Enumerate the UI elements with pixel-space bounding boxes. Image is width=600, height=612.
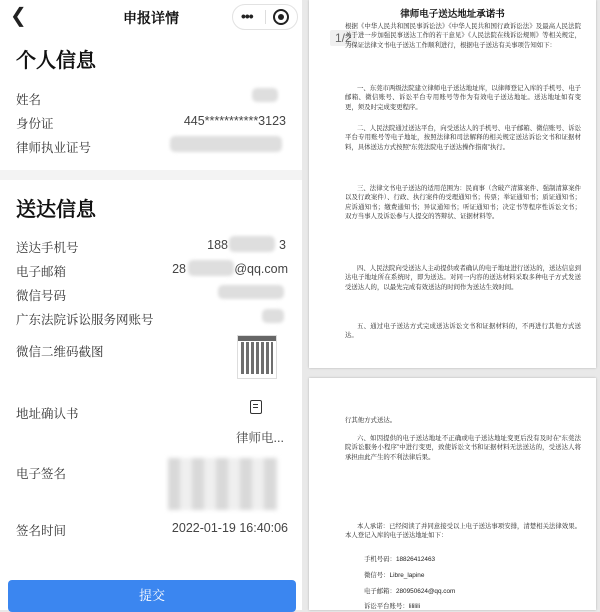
sign-time-value: 2022-01-19 16:40:06 [171, 521, 288, 535]
letter-paragraph-4: 四、人民法院向受送达人主动提供或者确认的电子地址进行送达的，送达信息到达电子地址所在系统时，即为送达。对同一内容的送达材料采取多种电子方式发送受送达人的，以最先完成有效送达的时间作为送达生效时间。 [345, 265, 581, 291]
name-label: 姓名 [16, 93, 42, 107]
id-card-label: 身份证 [16, 117, 54, 131]
e-signature-label: 电子签名 [16, 467, 67, 481]
confirmation-file-name: 律师电... [236, 431, 284, 445]
letter-paragraph-1: 一、东莞市两级法院建立律师电子送达地址库，以律师登记入库的手机号、电子邮箱、微信账号、诉讼平台专用账号等作为有效电子送达地址。送达地址如有变更，须及时完成变更程序。 [345, 85, 581, 111]
page-indicator: 1/2 [330, 30, 357, 46]
court-account-value-redacted [262, 309, 284, 323]
address-confirmation-label: 地址确认书 [16, 407, 79, 421]
qr-header-bar [238, 336, 276, 341]
navigation-bar [0, 0, 302, 34]
qr-code-image [241, 342, 273, 374]
delivery-phone-suffix: 3 [279, 238, 286, 252]
letter-wechat-row: 微信号：Libre_lapine [364, 572, 425, 579]
section-divider [0, 170, 302, 180]
letter-paragraph-5: 五、通过电子送达方式完成送达诉讼文书和证据材料的，不再进行其他方式送达。 [345, 323, 581, 340]
wechat-qr-label: 微信二维码截图 [16, 345, 104, 359]
letter-platform-row: 诉讼平台账号：lililili [364, 603, 421, 610]
capsule-divider [265, 10, 266, 24]
letter-email-row: 电子邮箱：280950624@qq.com [364, 588, 456, 595]
email-suffix: @qq.com [234, 262, 288, 276]
delivery-phone-redacted [229, 236, 275, 252]
letter-page-2 [309, 378, 596, 610]
wechat-value-redacted [218, 285, 284, 299]
letter-paragraph-intro: 根据《中华人民共和国民事诉讼法》《中华人民共和国行政诉讼法》及最高人民法院关于进一步加强民事送达工作的若干意见》《人民法院在线诉讼规则》等相关规定，为保证法律文书电子送达工作顺利进行，根据电子送达有关事项告知如下： [345, 23, 581, 49]
lawyer-license-value-redacted [170, 136, 282, 152]
miniprogram-capsule [232, 4, 298, 30]
letter-paragraph-3: 三、法律文书电子送达的适用范围为：民商事（含破产清算案件、强制清算案件以及行政案件）、行政、执行案件的受理通知书；传票；举证通知书；质证通知书；应诉通知书；缴费通知书；异议通知书；听证通知书；决定书等程序性诉讼文书；双方当事人及诉讼参与人提交的答辩状、证据材料等。 [345, 185, 581, 221]
letter-phone-row: 手机号码：18826412463 [364, 556, 436, 563]
submit-button[interactable]: 提交 [8, 580, 296, 612]
letter-title: 律师电子送达地址承诺书 [400, 9, 505, 20]
sign-time-label: 签名时间 [16, 524, 67, 538]
email-prefix: 28 [172, 262, 186, 276]
letter-paragraph-2: 二、人民法院通过送达平台，向受送达人的手机号、电子邮箱、微信账号、诉讼平台专用账号等电子地址，按照法律和司法解释的相关规定送达诉讼文书和证据材料，具体送达方式按照“东莞法院电子送达操作指南”执行。 [345, 125, 581, 151]
court-account-label: 广东法院诉讼服务网账号 [16, 313, 154, 327]
email-label: 电子邮箱 [16, 265, 67, 279]
email-redacted [188, 260, 234, 276]
wechat-label: 微信号码 [16, 289, 67, 303]
name-value-redacted [252, 88, 278, 102]
delivery-phone-prefix: 188 [207, 238, 228, 252]
back-arrow-icon[interactable]: ❮ [10, 5, 27, 27]
lawyer-license-label: 律师执业证号 [16, 141, 92, 155]
personal-info-title: 个人信息 [16, 50, 96, 72]
confirmation-document-thumbnail[interactable] [238, 398, 274, 428]
delivery-info-title: 送达信息 [16, 199, 96, 221]
close-target-icon[interactable] [273, 9, 289, 25]
letter-paragraph-6: 六、如因提供的电子送达地址不正确或电子送达地址变更后没有及时在“东莞法院诉讼服务小程序”中进行变更，致使诉讼文书和证据材料无法送达的，受送达人将承担由此产生的不利法律后果。 [345, 435, 581, 461]
page-title: 申报详情 [123, 10, 179, 26]
letter-commitment: 本人承诺：已经阅读了并同意接受以上电子送达事项安排，清楚相关法律效果。本人登记入库的电子送达地址如下： [345, 523, 581, 540]
id-card-value: 445***********3123 [183, 114, 286, 128]
letter-paragraph-5-continued: 行其他方式送达。 [345, 417, 397, 424]
wechat-qr-thumbnail[interactable] [237, 335, 277, 379]
delivery-phone-label: 送达手机号 [16, 241, 79, 255]
e-signature-image-redacted[interactable] [168, 458, 278, 510]
document-icon [250, 400, 262, 414]
more-dots-icon[interactable]: ••• [241, 8, 253, 24]
